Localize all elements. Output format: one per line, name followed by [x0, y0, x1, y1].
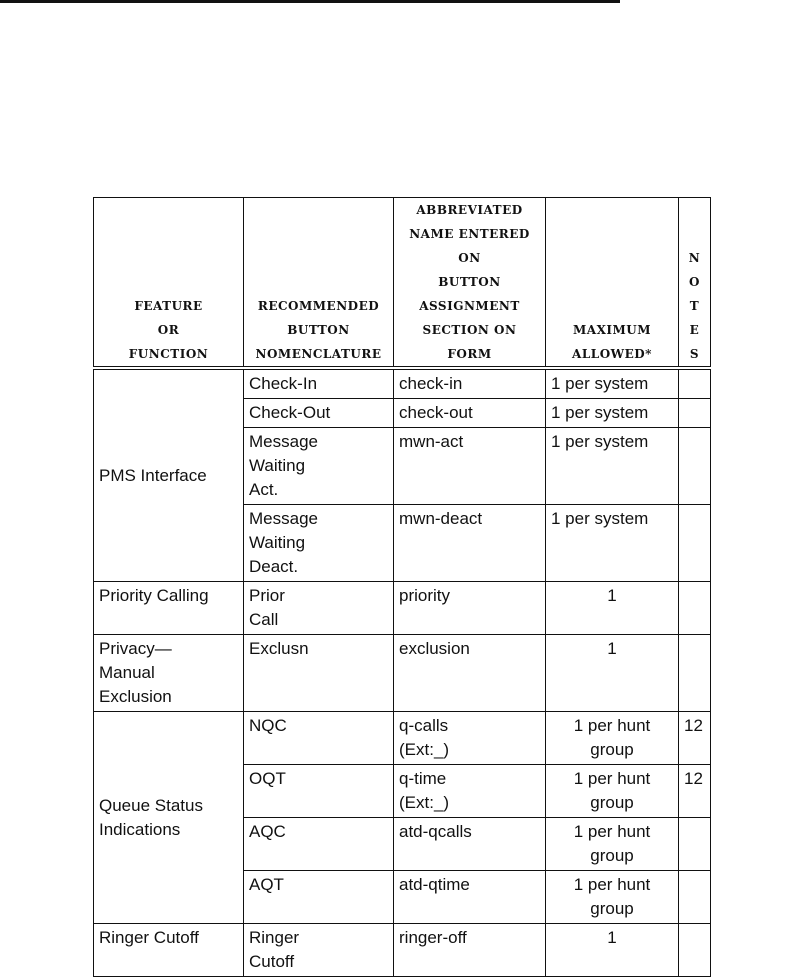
header-nomenclature: RECOMMENDED BUTTON NOMENCLATURE — [244, 198, 394, 369]
maximum-cell: 1 per hunt group — [546, 765, 679, 818]
nomenclature-cell: OQT — [244, 765, 394, 818]
abbreviated-cell: q-calls (Ext:_) — [394, 712, 546, 765]
table-row — [94, 368, 711, 399]
feature-cell: PMS Interface — [94, 368, 244, 582]
notes-cell — [679, 635, 711, 712]
nomenclature-cell: Exclusn — [244, 635, 394, 712]
maximum-cell: 1 — [546, 924, 679, 977]
nomenclature-cell: Ringer Cutoff — [244, 924, 394, 977]
nomenclature-cell: Check-In — [244, 368, 394, 399]
abbreviated-cell: atd-qtime — [394, 871, 546, 924]
nomenclature-cell: AQC — [244, 818, 394, 871]
notes-cell — [679, 818, 711, 871]
notes-cell — [679, 871, 711, 924]
table-row — [94, 635, 711, 712]
feature-cell: Privacy— Manual Exclusion — [94, 635, 244, 712]
header-abbreviated: ABBREVIATED NAME ENTERED ON BUTTON ASSIGNMENT SECTION ON FORM — [394, 198, 546, 369]
maximum-cell: 1 per system — [546, 428, 679, 505]
notes-cell — [679, 368, 711, 399]
notes-cell — [679, 924, 711, 977]
maximum-cell: 1 per hunt group — [546, 871, 679, 924]
abbreviated-cell: priority — [394, 582, 546, 635]
abbreviated-cell: exclusion — [394, 635, 546, 712]
header-row — [94, 198, 711, 369]
header-feature: FEATURE OR FUNCTION — [94, 198, 244, 369]
feature-cell: Ringer Cutoff — [94, 924, 244, 977]
maximum-cell: 1 per system — [546, 368, 679, 399]
maximum-cell: 1 per hunt group — [546, 818, 679, 871]
nomenclature-cell: Message Waiting Act. — [244, 428, 394, 505]
feature-cell: Priority Calling — [94, 582, 244, 635]
abbreviated-cell: check-out — [394, 399, 546, 428]
notes-cell: 12 — [679, 765, 711, 818]
nomenclature-cell: Check-Out — [244, 399, 394, 428]
top-rule — [0, 0, 620, 3]
header-maximum: MAXIMUM ALLOWED* — [546, 198, 679, 369]
abbreviated-cell: check-in — [394, 368, 546, 399]
maximum-cell: 1 per system — [546, 399, 679, 428]
notes-cell — [679, 399, 711, 428]
table-row — [94, 712, 711, 765]
nomenclature-cell: Prior Call — [244, 582, 394, 635]
notes-cell — [679, 582, 711, 635]
maximum-cell: 1 per hunt group — [546, 712, 679, 765]
maximum-cell: 1 per system — [546, 505, 679, 582]
notes-cell — [679, 505, 711, 582]
nomenclature-cell: NQC — [244, 712, 394, 765]
abbreviated-cell: mwn-deact — [394, 505, 546, 582]
notes-cell — [679, 428, 711, 505]
abbreviated-cell: q-time (Ext:_) — [394, 765, 546, 818]
nomenclature-cell: Message Waiting Deact. — [244, 505, 394, 582]
button-assignment-table — [93, 197, 711, 977]
table-row — [94, 582, 711, 635]
abbreviated-cell: atd-qcalls — [394, 818, 546, 871]
table-row — [94, 924, 711, 977]
abbreviated-cell: ringer-off — [394, 924, 546, 977]
nomenclature-cell: AQT — [244, 871, 394, 924]
notes-cell: 12 — [679, 712, 711, 765]
feature-cell: Queue Status Indications — [94, 712, 244, 924]
maximum-cell: 1 — [546, 635, 679, 712]
maximum-cell: 1 — [546, 582, 679, 635]
header-notes: N O T E S — [679, 198, 711, 369]
abbreviated-cell: mwn-act — [394, 428, 546, 505]
